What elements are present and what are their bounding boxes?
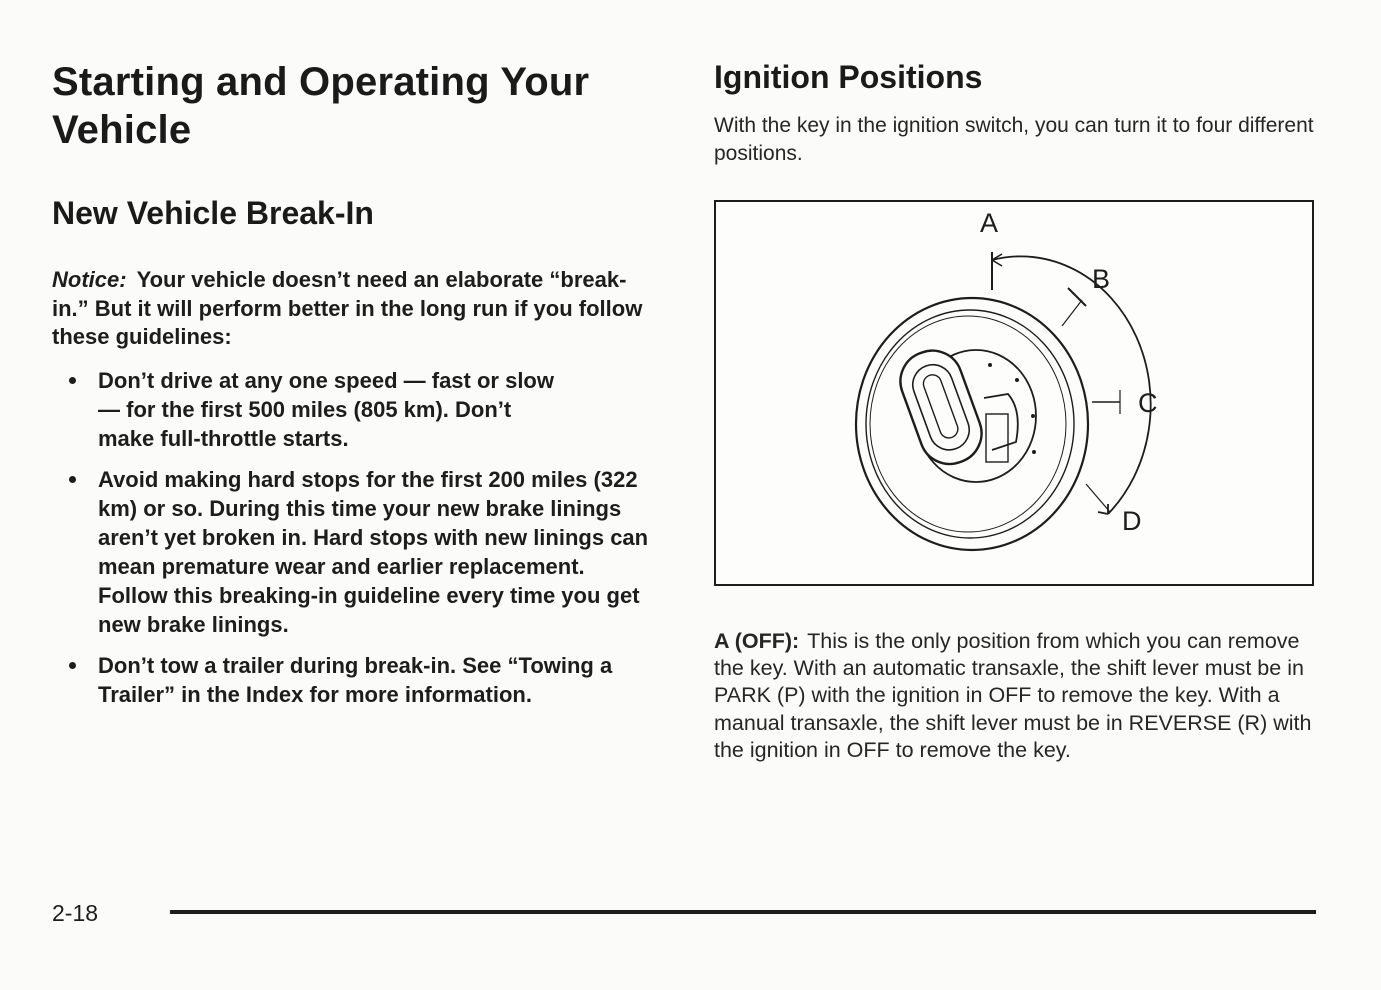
ignition-intro: With the key in the ignition switch, you can turn it to four different positions. — [714, 114, 1314, 165]
bullet-icon — [69, 662, 76, 669]
break-in-section — [52, 194, 662, 709]
notice-text: Your vehicle doesn’t need an elaborate “break-in.” But it will perform better in the long run if you follow these guidelines: — [52, 267, 643, 349]
position-label-a: A — [980, 208, 999, 238]
list-item-text: Don’t tow a trailer during break-in. See “Towing a Trailer” in the Index for more information. — [98, 652, 613, 707]
position-a-label: A (OFF): — [714, 629, 800, 653]
position-a-text: This is the only position from which you can remove the key. With an automatic transaxle, the shift lever must be in PARK (P) with the ignition in OFF to remove the key. With a manual transaxle, the shift lever must be in REVERSE (R) with the ignition in OFF to remove the key. — [714, 629, 1312, 762]
guideline-list — [52, 366, 662, 709]
section-title-break-in: New Vehicle Break-In — [52, 195, 374, 231]
position-a-description — [714, 628, 1314, 764]
list-item — [52, 366, 662, 453]
position-label-b: B — [1092, 264, 1111, 294]
notice-paragraph — [52, 266, 652, 352]
page-number: 2-18 — [52, 900, 99, 926]
list-item — [52, 651, 662, 709]
list-item-text: Avoid making hard stops for the first 200 miles (322 km) or so. During this time your new brake linings aren’t yet broken in. Hard stops with new linings can mean premature wear and earlier replacement. Follow this breaking-in guideline every time you get new brake linings. — [98, 466, 649, 637]
right-column — [714, 58, 1324, 167]
list-item — [52, 465, 662, 639]
notice-label: Notice: — [52, 267, 127, 292]
footer-rule — [170, 910, 1316, 914]
chapter-title: Starting and Operating Your Vehicle — [52, 60, 590, 152]
bullet-icon — [69, 476, 76, 483]
position-label-d: D — [1122, 506, 1142, 536]
position-label-c: C — [1138, 388, 1158, 418]
list-item-text: Don’t drive at any one speed — fast or slow — for the first 500 miles (805 km). Don’t make full-throttle starts. — [98, 367, 554, 451]
left-column — [52, 58, 662, 721]
ignition-switch-figure — [714, 200, 1314, 586]
ignition-switch-illustration — [716, 202, 1312, 584]
section-title-ignition: Ignition Positions — [714, 59, 983, 95]
bullet-icon — [69, 377, 76, 384]
